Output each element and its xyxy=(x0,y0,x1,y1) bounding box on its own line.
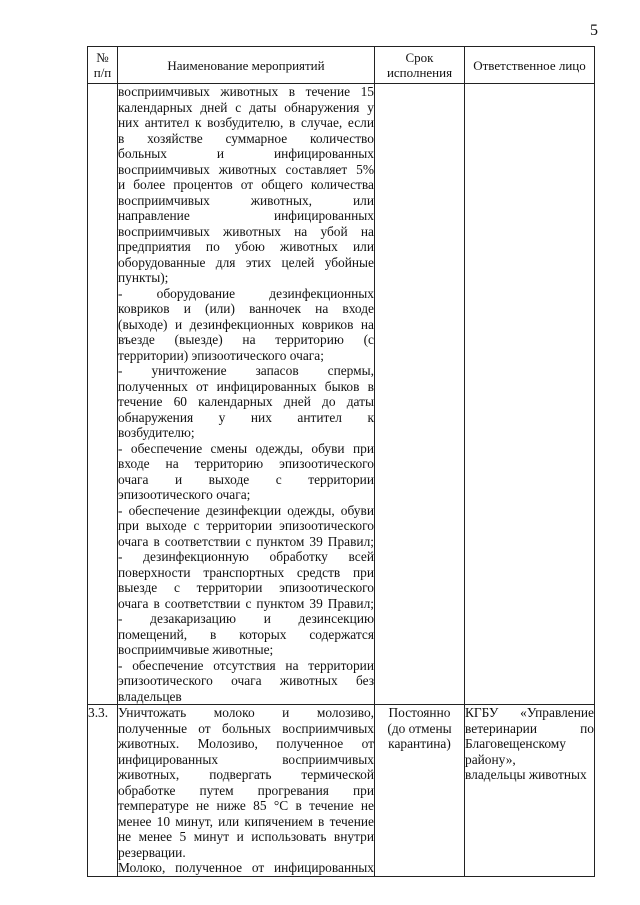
continuation-responsible-cell xyxy=(465,84,595,705)
row-number: 3.3. xyxy=(88,705,118,877)
row-3-3-responsible-line: ветеринарии по xyxy=(465,720,594,736)
continuation-text-line: поверхности транспортных средств при xyxy=(118,564,374,580)
table-row-continuation xyxy=(88,84,595,705)
continuation-text-line: выезде с территории эпизоотического xyxy=(118,580,374,595)
row-3-3-term-line: карантина) xyxy=(388,736,451,751)
header-term-line: исполнения xyxy=(386,65,453,80)
continuation-text-line: восприимчивых животных, или xyxy=(118,192,374,208)
row-3-3-responsible-line: Благовещенскому xyxy=(465,736,566,751)
continuation-text-line: эпизоотического очага; xyxy=(118,487,251,502)
row-3-3-text-line: температуре не ниже 85 °С в течение не xyxy=(118,798,374,813)
continuation-text-line: ковриков и (или) ванночек на входе xyxy=(118,301,374,316)
continuation-text-line: очага в соответствии с пунктом 39 Правил; xyxy=(118,533,374,549)
row-3-3-term-cell xyxy=(375,705,465,877)
header-term-line: Срок xyxy=(405,50,434,65)
table-header-row xyxy=(88,47,595,84)
continuation-text-line: очага в соответствии с пунктом 39 Правил; xyxy=(118,595,374,611)
row-3-3-text-line: обработке путем прогревания при xyxy=(118,782,374,798)
header-number-line: п/п xyxy=(93,65,112,80)
row-3-3-responsible-line: владельцы животных xyxy=(465,767,587,782)
continuation-number-cell xyxy=(88,84,118,705)
continuation-text-line: (выходе) и дезинфекционных ковриков на xyxy=(118,316,374,332)
continuation-text-line: при выходе с территории эпизоотического xyxy=(118,518,374,533)
continuation-text-line: больных и инфицированных xyxy=(118,146,374,161)
continuation-text-line: - дезинфекционную обработку всей xyxy=(118,549,374,564)
continuation-text-line: пункты); xyxy=(118,270,169,285)
continuation-text-line: - обеспечение отсутствия на территории xyxy=(118,657,374,673)
header-number-line: № xyxy=(96,50,109,65)
continuation-text-line: полученных от инфицированных быков в xyxy=(118,378,374,394)
measures-table xyxy=(87,46,595,877)
row-3-3-term-line: (до отмены xyxy=(387,720,452,736)
continuation-text-line: восприимчивых животных на убой на xyxy=(118,223,374,239)
continuation-text-line: в хозяйстве суммарное количество xyxy=(118,130,374,146)
row-3-3-text-line: менее 10 минут, или кипячением в течение xyxy=(118,813,374,829)
continuation-text-line: въезде (выезде) на территорию (с xyxy=(118,332,374,347)
row-3-3-responsible-cell xyxy=(465,705,595,877)
row-3-3-term-line: Постоянно xyxy=(388,705,451,720)
continuation-text-line: оборудованные для этих целей убойные xyxy=(118,254,374,270)
continuation-text-line: направление инфицированных xyxy=(118,208,374,223)
continuation-text-line: календарных дней с даты обнаружения у xyxy=(118,99,374,115)
continuation-text-line: владельцев xyxy=(118,688,182,704)
continuation-text-line: восприимчивые животные; xyxy=(118,642,274,657)
row-3-3-text-line: Уничтожать молоко и молозиво, xyxy=(118,705,374,720)
continuation-text-line: течение 60 календарных дней до даты xyxy=(118,394,374,409)
continuation-text-line: - обеспечение смены одежды, обуви при xyxy=(118,440,374,456)
row-3-3-text-line: не менее 5 минут и использовать внутри xyxy=(118,829,374,844)
row-3-3-text-line: резервации. xyxy=(118,844,186,860)
continuation-text-line: - обеспечение дезинфекции одежды, обуви xyxy=(118,502,374,518)
continuation-text-line: - оборудование дезинфекционных xyxy=(118,285,374,301)
continuation-text-line: восприимчивых животных в течение 15 xyxy=(118,84,374,99)
row-3-3-text-line: инфицированных восприимчивых xyxy=(118,751,374,767)
continuation-text-cell xyxy=(118,84,375,705)
row-3-3-text-line: животных, подвергать термической xyxy=(118,767,374,782)
header-responsible: Ответственное лицо xyxy=(465,47,595,84)
continuation-text-line: и более процентов от общего количества xyxy=(118,177,374,192)
continuation-text-line: территории) эпизоотического очага; xyxy=(118,347,324,363)
header-term xyxy=(375,47,465,84)
header-name: Наименование мероприятий xyxy=(118,47,375,84)
continuation-text-line: эпизоотического очага животных без xyxy=(118,673,374,688)
row-3-3-text-cell xyxy=(118,705,375,877)
continuation-text-line: них антител к возбудителю, в случае, если xyxy=(118,115,374,130)
row-3-3-text-line: Молоко, полученное от инфицированных xyxy=(118,860,374,875)
continuation-text-line: помещений, в которых содержатся xyxy=(118,626,374,642)
row-3-3-text-line: полученные от больных восприимчивых xyxy=(118,720,374,736)
row-3-3-text-line: животных. Молозиво, полученное от xyxy=(118,736,374,751)
continuation-text-line: входе на территорию эпизоотического xyxy=(118,456,374,471)
continuation-text-line: очага и выходе с территории xyxy=(118,471,374,487)
table-row-3-3 xyxy=(88,705,595,877)
continuation-term-cell xyxy=(375,84,465,705)
row-3-3-responsible-line: КГБУ «Управление xyxy=(465,705,594,720)
page-number: 5 xyxy=(590,22,598,39)
continuation-text-line: обнаружения у них антител к xyxy=(118,409,374,425)
continuation-text-line: восприимчивых животных составляет 5% xyxy=(118,161,374,177)
row-3-3-responsible-line: району», xyxy=(465,751,516,767)
header-number xyxy=(88,47,118,84)
continuation-text-line: предприятия по убою животных или xyxy=(118,239,374,254)
continuation-text-line: - дезакаризацию и дезинсекцию xyxy=(118,611,374,626)
continuation-text-line: возбудителю; xyxy=(118,425,195,440)
continuation-text-line: - уничтожение запасов спермы, xyxy=(118,363,374,378)
